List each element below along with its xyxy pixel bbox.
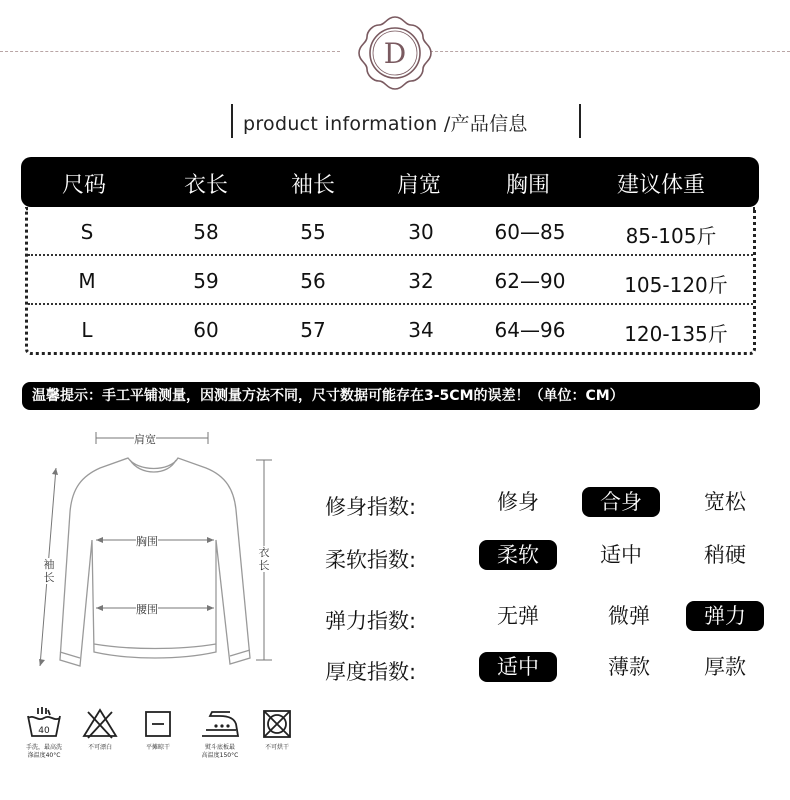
care-dry-flat (128, 706, 188, 766)
sleeve-label: 袖长 (43, 558, 55, 584)
thickness-option-medium: 适中 (479, 652, 557, 682)
care-caption: 熨斗底板最 高温度150°C (201, 744, 239, 759)
measurement-diagram (30, 420, 290, 700)
heading-bar-left (231, 104, 233, 138)
elasticity-option-none: 无弹 (497, 604, 539, 628)
elasticity-index-row (325, 601, 765, 635)
cell-size: L (81, 318, 93, 342)
cell-length: 60 (193, 318, 219, 342)
cell-chest: 64—96 (494, 318, 566, 342)
cell-sleeve: 57 (300, 318, 326, 342)
brand-logo (355, 13, 435, 93)
cell-length: 59 (193, 269, 219, 293)
softness-option-stiff: 稍硬 (704, 543, 746, 567)
cell-weight: 85-105斤 (625, 224, 717, 248)
cell-shoulder: 30 (408, 220, 434, 244)
cell-weight: 105-120斤 (624, 273, 728, 297)
svg-text:40: 40 (38, 726, 50, 736)
col-header-sleeve: 袖长 (290, 173, 336, 198)
thickness-option-thin: 薄款 (608, 655, 650, 679)
care-caption: 平摊晾干 (145, 744, 171, 751)
no-bleach-icon (70, 706, 130, 742)
no-tumble-dry-icon (247, 706, 307, 742)
col-header-length: 衣长 (183, 173, 229, 198)
fit-option-slim: 修身 (497, 490, 539, 514)
thickness-index-row (325, 652, 765, 686)
cell-sleeve: 55 (300, 220, 326, 244)
size-table-header (21, 157, 759, 207)
care-caption: 手洗，最高洗 涤温度40°C (25, 744, 63, 759)
cell-size: M (78, 269, 96, 293)
fit-index-title: 修身指数: (325, 495, 417, 519)
fit-option-loose: 宽松 (704, 490, 746, 514)
elasticity-option-stretch: 弹力 (686, 601, 764, 631)
elasticity-option-slight: 微弹 (608, 604, 650, 628)
cell-weight: 120-135斤 (624, 322, 728, 346)
col-header-shoulder: 肩宽 (396, 173, 442, 198)
measurement-notice: 温馨提示：手工平铺测量，因测量方法不同，尺寸数据可能存在3-5CM的误差！（单位：CM） (22, 382, 760, 410)
header-divider-right (430, 51, 790, 52)
col-header-size: 尺码 (61, 173, 107, 198)
header-divider-left (0, 51, 340, 52)
svg-text:D: D (383, 37, 407, 70)
iron-icon (190, 706, 250, 742)
length-label: 衣长 (258, 546, 270, 572)
softness-option-medium: 适中 (600, 543, 642, 567)
care-no-tumble-dry (247, 706, 307, 766)
heading-text: product information /产品信息 (243, 113, 528, 135)
softness-option-soft: 柔软 (479, 540, 557, 570)
fit-index-row (325, 487, 765, 521)
cell-chest: 62—90 (494, 269, 566, 293)
table-row (28, 207, 753, 256)
elasticity-index-title: 弹力指数: (325, 609, 417, 633)
care-caption: 不可漂白 (87, 744, 113, 751)
waist-label: 腰围 (136, 603, 158, 616)
thickness-index-title: 厚度指数: (325, 660, 417, 684)
size-table-body (25, 207, 756, 355)
softness-index-title: 柔软指数: (325, 548, 417, 572)
section-heading (231, 104, 581, 140)
cell-size: S (80, 220, 94, 244)
cell-sleeve: 56 (300, 269, 326, 293)
col-header-chest: 胸围 (505, 173, 551, 198)
chest-label: 胸围 (136, 535, 158, 548)
fit-option-regular: 合身 (582, 487, 660, 517)
hand-wash-icon (14, 706, 74, 742)
dry-flat-icon (128, 706, 188, 742)
table-row (28, 305, 753, 352)
cell-shoulder: 32 (408, 269, 434, 293)
cell-chest: 60—85 (494, 220, 566, 244)
softness-index-row (325, 540, 765, 574)
col-header-weight: 建议体重 (616, 173, 706, 198)
shoulder-label: 肩宽 (134, 433, 156, 446)
table-row (28, 256, 753, 305)
cell-length: 58 (193, 220, 219, 244)
sweater-outline-icon (30, 420, 290, 700)
care-no-bleach (70, 706, 130, 766)
heading-bar-right (579, 104, 581, 138)
care-hand-wash (14, 706, 74, 766)
thickness-option-thick: 厚款 (704, 655, 746, 679)
care-caption: 不可烘干 (264, 744, 290, 751)
cell-shoulder: 34 (408, 318, 434, 342)
care-iron (190, 706, 250, 766)
